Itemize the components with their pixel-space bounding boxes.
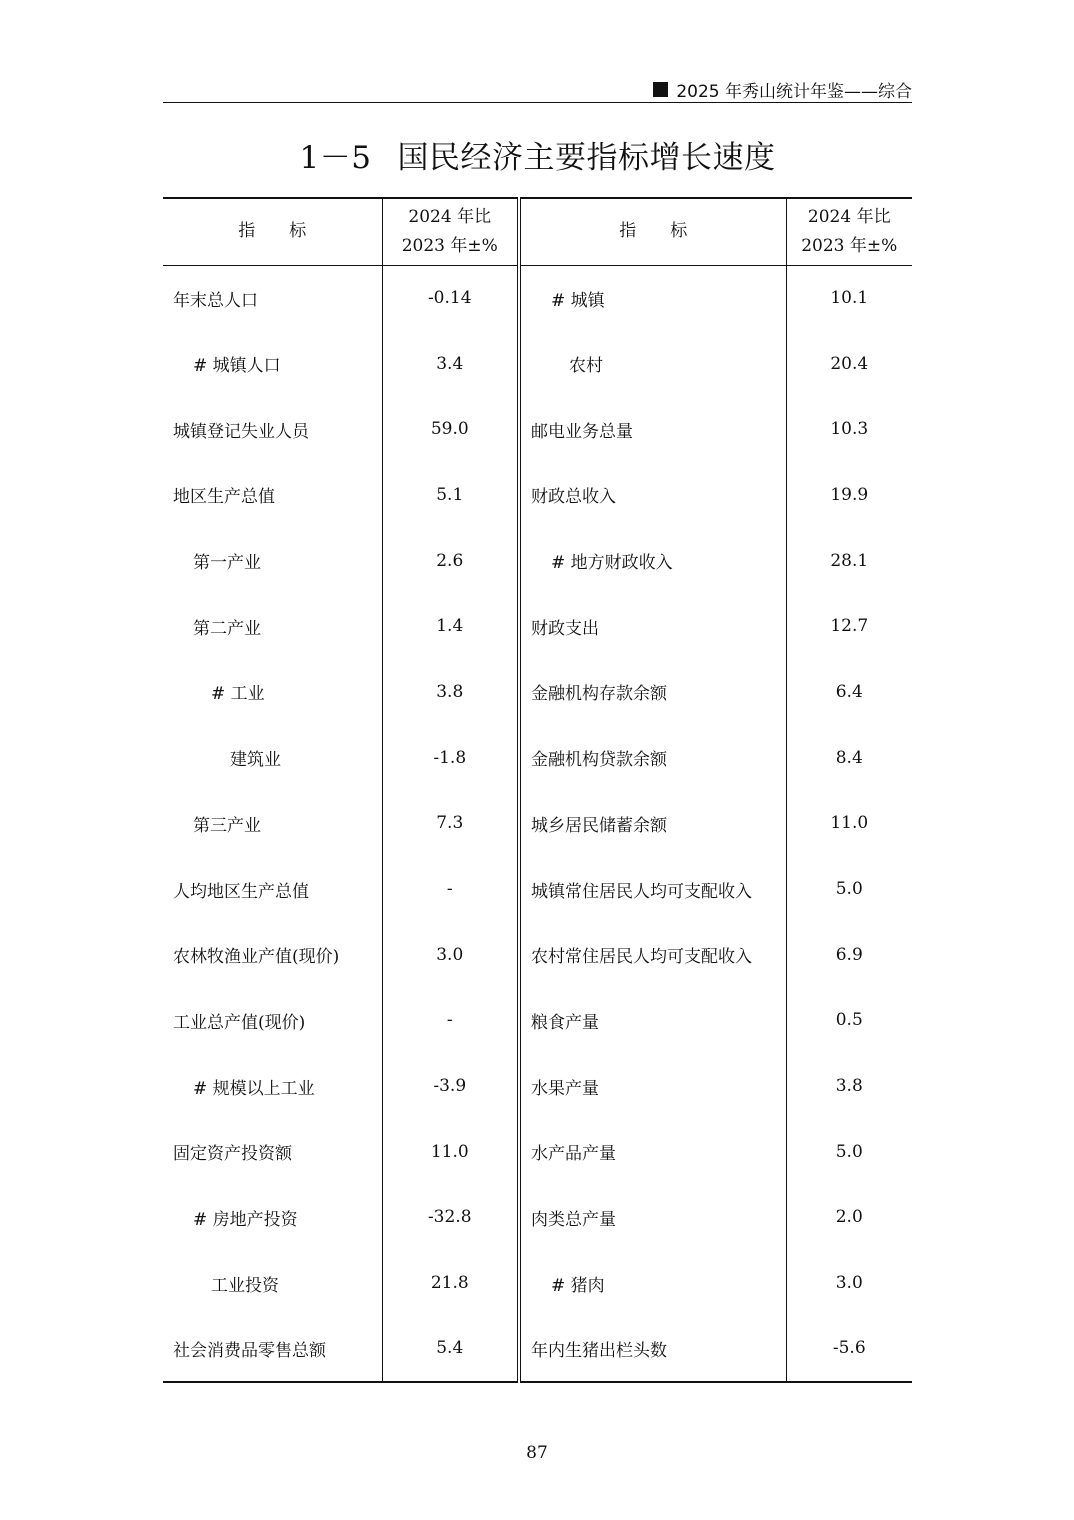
right-value: 3.0: [835, 1273, 863, 1294]
page-number: 87: [526, 1443, 548, 1463]
right-indicator: # 猪肉: [519, 1250, 786, 1316]
left-value: 2.6: [382, 528, 519, 594]
table-row: [163, 856, 912, 922]
right-indicator: 水产品产量: [519, 1119, 786, 1185]
right-value: 5.0: [835, 1141, 863, 1162]
right-indicator: 水果产量: [519, 1053, 786, 1119]
header-indicator-right: 指 标: [519, 198, 786, 265]
indicator-table: [163, 197, 912, 1383]
left-indicator: 建筑业: [163, 725, 382, 791]
table-row: [163, 791, 912, 857]
right-value: 6.4: [835, 681, 863, 702]
table-row: [163, 593, 912, 659]
right-value: 10.3: [830, 419, 869, 440]
left-indicator: # 房地产投资: [163, 1185, 382, 1251]
left-value: -: [382, 988, 519, 1054]
right-value: 19.9: [830, 484, 869, 505]
right-value: 8.4: [835, 747, 863, 768]
table-row: [163, 331, 912, 397]
left-indicator: 第二产业: [163, 593, 382, 659]
table-row: [163, 1119, 912, 1185]
right-value: 5.0: [835, 879, 863, 900]
left-indicator: 人均地区生产总值: [163, 856, 382, 922]
left-value: 3.8: [382, 659, 519, 725]
left-value: 11.0: [382, 1119, 519, 1185]
running-header: [163, 76, 912, 102]
left-indicator: 第三产业: [163, 791, 382, 857]
right-indicator: 财政支出: [519, 593, 786, 659]
right-value: 12.7: [830, 616, 869, 637]
left-indicator: # 工业: [163, 659, 382, 725]
right-value: 10.1: [830, 288, 869, 309]
table-row: [163, 1053, 912, 1119]
right-value: 11.0: [830, 813, 869, 834]
left-value: -1.8: [382, 725, 519, 791]
left-indicator: # 规模以上工业: [163, 1053, 382, 1119]
right-value: 6.9: [835, 944, 863, 965]
running-header-text: 2025 年秀山统计年鉴——综合: [676, 81, 912, 102]
right-indicator: 粮食产量: [519, 988, 786, 1054]
right-indicator: 农村常住居民人均可支配收入: [519, 922, 786, 988]
page-title: [163, 132, 912, 177]
left-value: -3.9: [382, 1053, 519, 1119]
left-value: 1.4: [382, 593, 519, 659]
left-indicator: # 城镇人口: [163, 331, 382, 397]
table-row: [163, 659, 912, 725]
left-value: 3.0: [382, 922, 519, 988]
left-indicator: 年末总人口: [163, 265, 382, 331]
table-row: [163, 462, 912, 528]
left-indicator: 工业总产值(现价): [163, 988, 382, 1054]
right-value: 28.1: [830, 550, 869, 571]
left-value: 5.4: [382, 1316, 519, 1382]
table-row: [163, 725, 912, 791]
table-header-row: [163, 198, 912, 265]
table-row: [163, 1185, 912, 1251]
right-indicator: 邮电业务总量: [519, 396, 786, 462]
right-value: 2.0: [835, 1207, 863, 1228]
right-indicator: 城镇常住居民人均可支配收入: [519, 856, 786, 922]
right-value: 3.8: [835, 1076, 863, 1097]
header-change-line2: 2023 年±%: [801, 235, 898, 256]
table-row: [163, 922, 912, 988]
table-title: 国民经济主要指标增长速度: [397, 140, 776, 176]
header-rule: [163, 102, 912, 103]
table-row: [163, 265, 912, 331]
header-change-right: [786, 198, 912, 265]
left-indicator: 工业投资: [163, 1250, 382, 1316]
header-change-line2: 2023 年±%: [401, 235, 498, 256]
left-value: -32.8: [382, 1185, 519, 1251]
right-indicator: 肉类总产量: [519, 1185, 786, 1251]
right-indicator: 财政总收入: [519, 462, 786, 528]
left-value: 21.8: [382, 1250, 519, 1316]
header-change-line1: 2024 年比: [408, 206, 492, 227]
table-number: 1－5: [299, 140, 372, 176]
right-value: -5.6: [786, 1316, 912, 1382]
left-value: 7.3: [382, 791, 519, 857]
header-change-line1: 2024 年比: [807, 206, 891, 227]
left-indicator: 固定资产投资额: [163, 1119, 382, 1185]
right-indicator: 金融机构存款余额: [519, 659, 786, 725]
right-indicator: 农村: [519, 331, 786, 397]
left-value: -: [382, 856, 519, 922]
header-indicator-left: 指 标: [163, 198, 382, 265]
right-value: 20.4: [830, 353, 869, 374]
header-change-left: [382, 198, 519, 265]
left-value: 5.1: [382, 462, 519, 528]
table-row: [163, 988, 912, 1054]
right-indicator: 年内生猪出栏头数: [519, 1316, 786, 1382]
table-row: [163, 528, 912, 594]
right-indicator: 金融机构贷款余额: [519, 725, 786, 791]
right-indicator: # 城镇: [519, 265, 786, 331]
left-indicator: 地区生产总值: [163, 462, 382, 528]
left-value: -0.14: [382, 265, 519, 331]
table-row: [163, 1316, 912, 1382]
black-square-icon: [653, 82, 668, 97]
right-indicator: 城乡居民储蓄余额: [519, 791, 786, 857]
left-indicator: 城镇登记失业人员: [163, 396, 382, 462]
left-indicator: 社会消费品零售总额: [163, 1316, 382, 1382]
left-value: 3.4: [382, 331, 519, 397]
table-row: [163, 396, 912, 462]
left-indicator: 农林牧渔业产值(现价): [163, 922, 382, 988]
right-indicator: # 地方财政收入: [519, 528, 786, 594]
right-value: 0.5: [835, 1010, 863, 1031]
left-value: 59.0: [382, 396, 519, 462]
left-indicator: 第一产业: [163, 528, 382, 594]
table-row: [163, 1250, 912, 1316]
